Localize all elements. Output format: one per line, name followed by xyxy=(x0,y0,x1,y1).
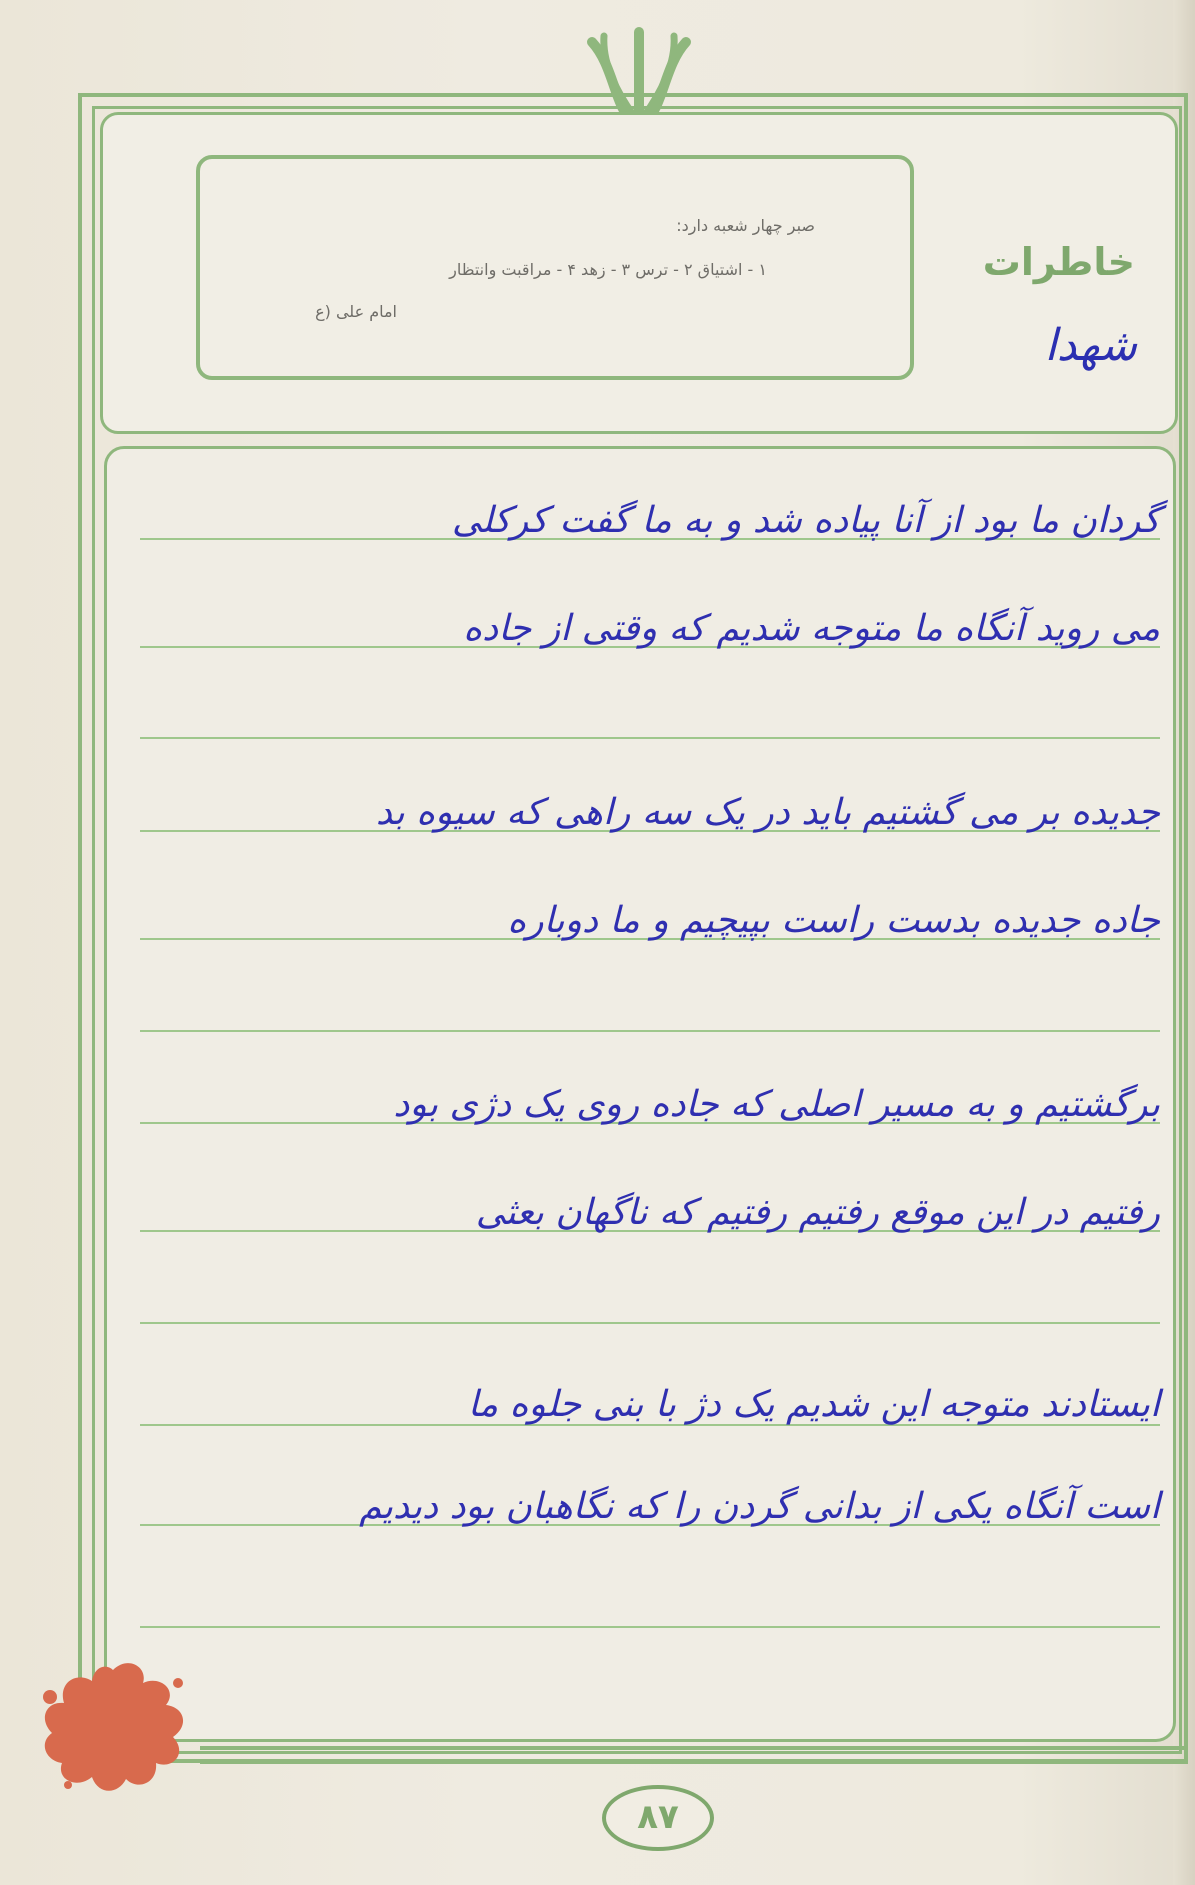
ruled-line xyxy=(140,1626,1160,1628)
handwritten-header-name: شهدا xyxy=(1044,320,1137,371)
handwritten-line: جاده جدیده بدست راست بپیچیم و ما دوباره xyxy=(507,900,1160,941)
page-number: ۸۷ xyxy=(637,1797,679,1837)
bottom-rule xyxy=(200,1746,1188,1750)
bottom-rule xyxy=(200,1760,1188,1764)
handwritten-line: برگشتیم و به مسیر اصلی که جاده روی یک دژی بود xyxy=(393,1084,1160,1125)
quote-attribution: امام علی (ع xyxy=(315,302,397,321)
page-title: خاطرات xyxy=(982,240,1135,284)
handwritten-line: رفتیم در این موقع رفتیم رفتیم که ناگهان بعثی xyxy=(475,1192,1160,1233)
ruled-line xyxy=(140,1322,1160,1324)
handwritten-line: جدیده بر می گشتیم باید در یک سه راهی که سیوه بد xyxy=(375,792,1160,833)
ruled-line xyxy=(140,1030,1160,1032)
handwritten-line: می روید آنگاه ما متوجه شدیم که وقتی از جاده xyxy=(463,608,1160,649)
handwritten-line: گردان ما بود از آنا پیاده شد و به ما گفت کرکلی xyxy=(451,500,1160,541)
quote-line-2: ۱ - اشتیاق ۲ - ترس ۳ - زهد ۴ - مراقبت وانتظار xyxy=(449,260,767,279)
red-splat-icon xyxy=(28,1645,208,1805)
handwritten-line: است آنگاه یکی از بدانی گردن را که نگاهبان بود دیدیم xyxy=(359,1486,1160,1527)
quote-line-1: صبر چهار شعبه دارد: xyxy=(676,216,815,235)
handwritten-line: ایستادند متوجه این شدیم یک دژ با بنی جلوه ما xyxy=(467,1384,1160,1425)
ruled-line xyxy=(140,737,1160,739)
